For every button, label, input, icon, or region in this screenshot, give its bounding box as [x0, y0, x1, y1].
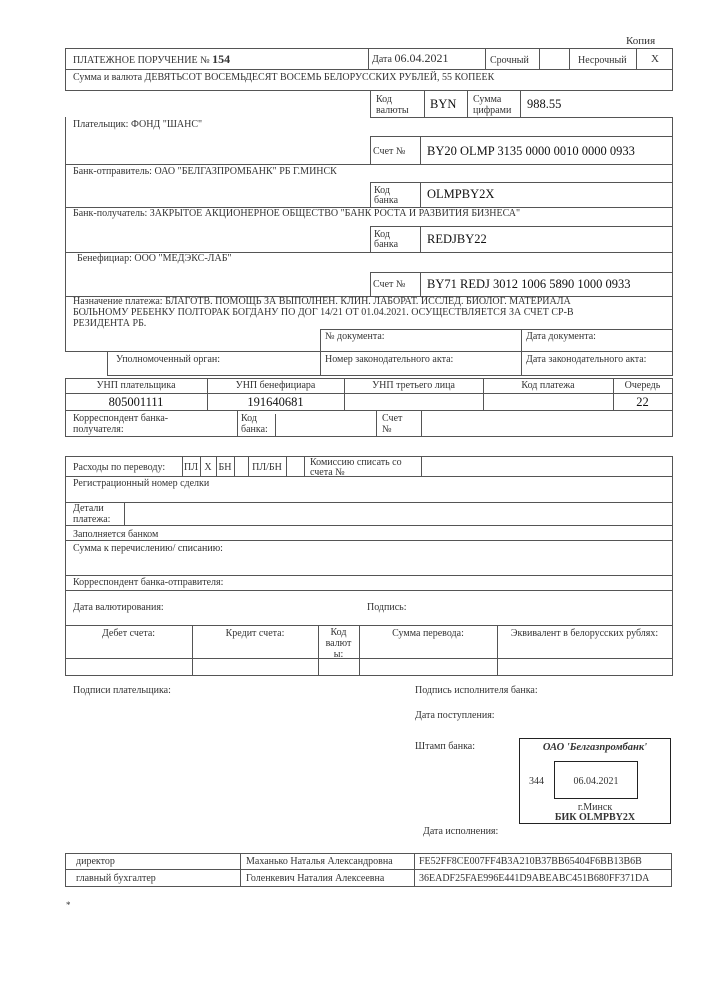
currency-code-label: Код — [376, 94, 392, 105]
byn-equivalent-label: Эквивалент в белорусских рублях: — [510, 628, 659, 639]
receiver-bank-code-label: Код — [374, 229, 390, 240]
queue-label: Очередь — [624, 380, 661, 391]
signature-label: Подпись: — [367, 602, 407, 613]
sender-bank-code-label: Код — [374, 185, 390, 196]
authority-label: Уполномоченный орган: — [116, 354, 221, 365]
doc-date-label: Дата документа: — [526, 331, 596, 342]
act-number-label: Номер законодательного акта: — [325, 354, 454, 365]
order-title: ПЛАТЕЖНОЕ ПОРУЧЕНИЕ № 154 — [73, 52, 231, 66]
bank-stamp-label: Штамп банка: — [415, 741, 475, 752]
beneficiary-name: ООО "МЕДЭКС-ЛАБ" — [134, 253, 232, 264]
purpose-line-1: БЛАГОТВ. ПОМОЩЬ ЗА ВЫПОЛНЕН. КЛИН. ЛАБОРАТ. ИССЛЕД. БИОЛОГ. МАТЕРИАЛА — [165, 296, 571, 307]
beneficiary-account: BY71 REDJ 3012 1006 5890 1000 0933 — [427, 277, 631, 291]
queue-value: 22 — [636, 395, 649, 409]
stamp-bik: БИК OLMPBY2X — [554, 812, 636, 823]
unp-payer-value: 805001111 — [108, 395, 164, 409]
execution-date-label: Дата исполнения: — [423, 826, 499, 837]
payer-label: Плательщик: ФОНД "ШАНС" — [73, 119, 203, 130]
payer-account-label: Счет № — [373, 146, 406, 157]
commission-label: Комиссию списать со — [310, 457, 402, 468]
sender-bank-name: ОАО "БЕЛГАЗПРОМБАНК" РБ Г.МИНСК — [154, 166, 337, 177]
receiver-bank-code: REDJBY22 — [427, 232, 487, 246]
amount-words: ДЕВЯТЬСОТ ВОСЕМЬДЕСЯТ ВОСЕМЬ БЕЛОРУССКИХ РУБЛЕЙ, 55 КОПЕЕК — [144, 72, 495, 83]
purpose-line-2: БОЛЬНОМУ РЕБЕНКУ ПОЛТОРАК БОГДАНУ ПО ДОГ 14/21 ОТ 01.04.2021. ОСУЩЕСТВЛЯЕТСЯ ЗА СЧЕТ СР-В — [73, 307, 574, 318]
stamp-bank-name: ОАО 'Белгазпромбанк' — [542, 742, 648, 753]
expenses-label: Расходы по переводу: — [73, 462, 166, 473]
signer-role: директор — [76, 856, 115, 867]
correspondent-account-label: Счет — [382, 413, 403, 424]
sender-bank-label: Банк-отправитель: ОАО "БЕЛГАЗПРОМБАНК" РБ Г.МИНСК — [73, 166, 337, 177]
payer-signatures-label: Подписи плательщика: — [73, 685, 171, 696]
expenses-payer-option: ПЛ — [183, 462, 198, 473]
unp-third-party-label: УНП третьего лица — [372, 380, 455, 391]
expenses-beneficiary-option: БН — [218, 462, 232, 473]
expenses-shared-option: ПЛ/БН — [252, 462, 282, 473]
urgent-label: Срочный — [490, 55, 529, 66]
signer-hash: 36EADF25FAE996E441D9ABEABC451B680FF371DA — [419, 873, 650, 884]
payer-name: ФОНД "ШАНС" — [130, 119, 203, 130]
stamp-date: 06.04.2021 — [573, 776, 619, 787]
copy-label: Копия — [626, 35, 656, 47]
amount-digits: 988.55 — [527, 97, 562, 111]
footnote-mark: * — [66, 900, 71, 910]
purpose-line-3: РЕЗИДЕНТА РБ. — [73, 318, 147, 329]
beneficiary-account-label: Счет № — [373, 279, 406, 290]
bank-fill-label: Заполняется банком — [73, 529, 159, 540]
purpose-label: Назначение платежа: БЛАГОТВ. ПОМОЩЬ ЗА ВЫПОЛНЕН. КЛИН. ЛАБОРАТ. ИССЛЕД. БИОЛОГ. МАТЕРИАЛА — [73, 296, 571, 307]
correspondent-code-label: Код — [241, 413, 257, 424]
stamp-city: г.Минск — [577, 802, 613, 813]
receipt-date-label: Дата поступления: — [415, 710, 495, 721]
credit-account-label: Кредит счета: — [225, 628, 285, 639]
correspondent-label: Корреспондент банка- — [73, 413, 169, 424]
nonurgent-label: Несрочный — [578, 55, 627, 66]
doc-number-label: № документа: — [325, 331, 385, 342]
transfer-sum-label: Сумма перевода: — [392, 628, 464, 639]
currency-code-col-label: Код — [330, 627, 347, 638]
receiver-bank-label: Банк-получатель: ЗАКРЫТОЕ АКЦИОНЕРНОЕ ОБЩЕСТВО "БАНК РОСТА И РАЗВИТИЯ БИЗНЕСА" — [73, 208, 521, 219]
sender-bank-code: OLMPBY2X — [427, 187, 495, 201]
signer-hash: FE52FF8CE007FF4B3A210B37BB65404F6BB13B6B — [419, 856, 642, 867]
act-date-label: Дата законодательного акта: — [526, 354, 647, 365]
expenses-selected-mark: X — [204, 462, 212, 473]
bank-executor-signature-label: Подпись исполнителя банка: — [415, 685, 538, 696]
stamp-number: 344 — [529, 776, 544, 787]
beneficiary-label: Бенефициар: ООО "МЕДЭКС-ЛАБ" — [77, 253, 232, 264]
deal-number-label: Регистрационный номер сделки — [73, 478, 210, 489]
date-label: Дата — [372, 54, 392, 65]
nonurgent-mark: X — [651, 53, 659, 65]
unp-beneficiary-value: 191640681 — [247, 395, 304, 409]
signer-role: главный бухгалтер — [76, 873, 156, 884]
transfer-amount-label: Сумма к перечислению/ списанию: — [73, 543, 223, 554]
payer-account: BY20 OLMP 3135 0000 0010 0000 0933 — [427, 144, 635, 158]
debit-account-label: Дебет счета: — [101, 628, 156, 639]
order-date: 06.04.2021 — [394, 51, 449, 65]
receiver-bank-name: ЗАКРЫТОЕ АКЦИОНЕРНОЕ ОБЩЕСТВО "БАНК РОСТА И РАЗВИТИЯ БИЗНЕСА" — [149, 208, 521, 219]
payment-details-label: Детали — [73, 503, 104, 514]
unp-payer-label: УНП плательщика — [96, 380, 176, 391]
order-number: 154 — [212, 52, 231, 66]
sender-correspondent-label: Корреспондент банка-отправителя: — [73, 577, 224, 588]
value-date-label: Дата валютирования: — [73, 602, 164, 613]
signer-name: Маханько Наталья Александровна — [246, 856, 393, 867]
currency-code: BYN — [430, 97, 457, 111]
amount-digits-label: Сумма — [473, 94, 502, 105]
payment-code-label: Код платежа — [521, 380, 575, 391]
amount-label: Сумма и валюта ДЕВЯТЬСОТ ВОСЕМЬДЕСЯТ ВОСЕМЬ БЕЛОРУССКИХ РУБЛЕЙ, 55 КОПЕЕК — [73, 72, 495, 83]
signer-name: Голенкевич Наталия Алексеевна — [246, 873, 385, 884]
unp-beneficiary-label: УНП бенефициара — [235, 380, 316, 391]
